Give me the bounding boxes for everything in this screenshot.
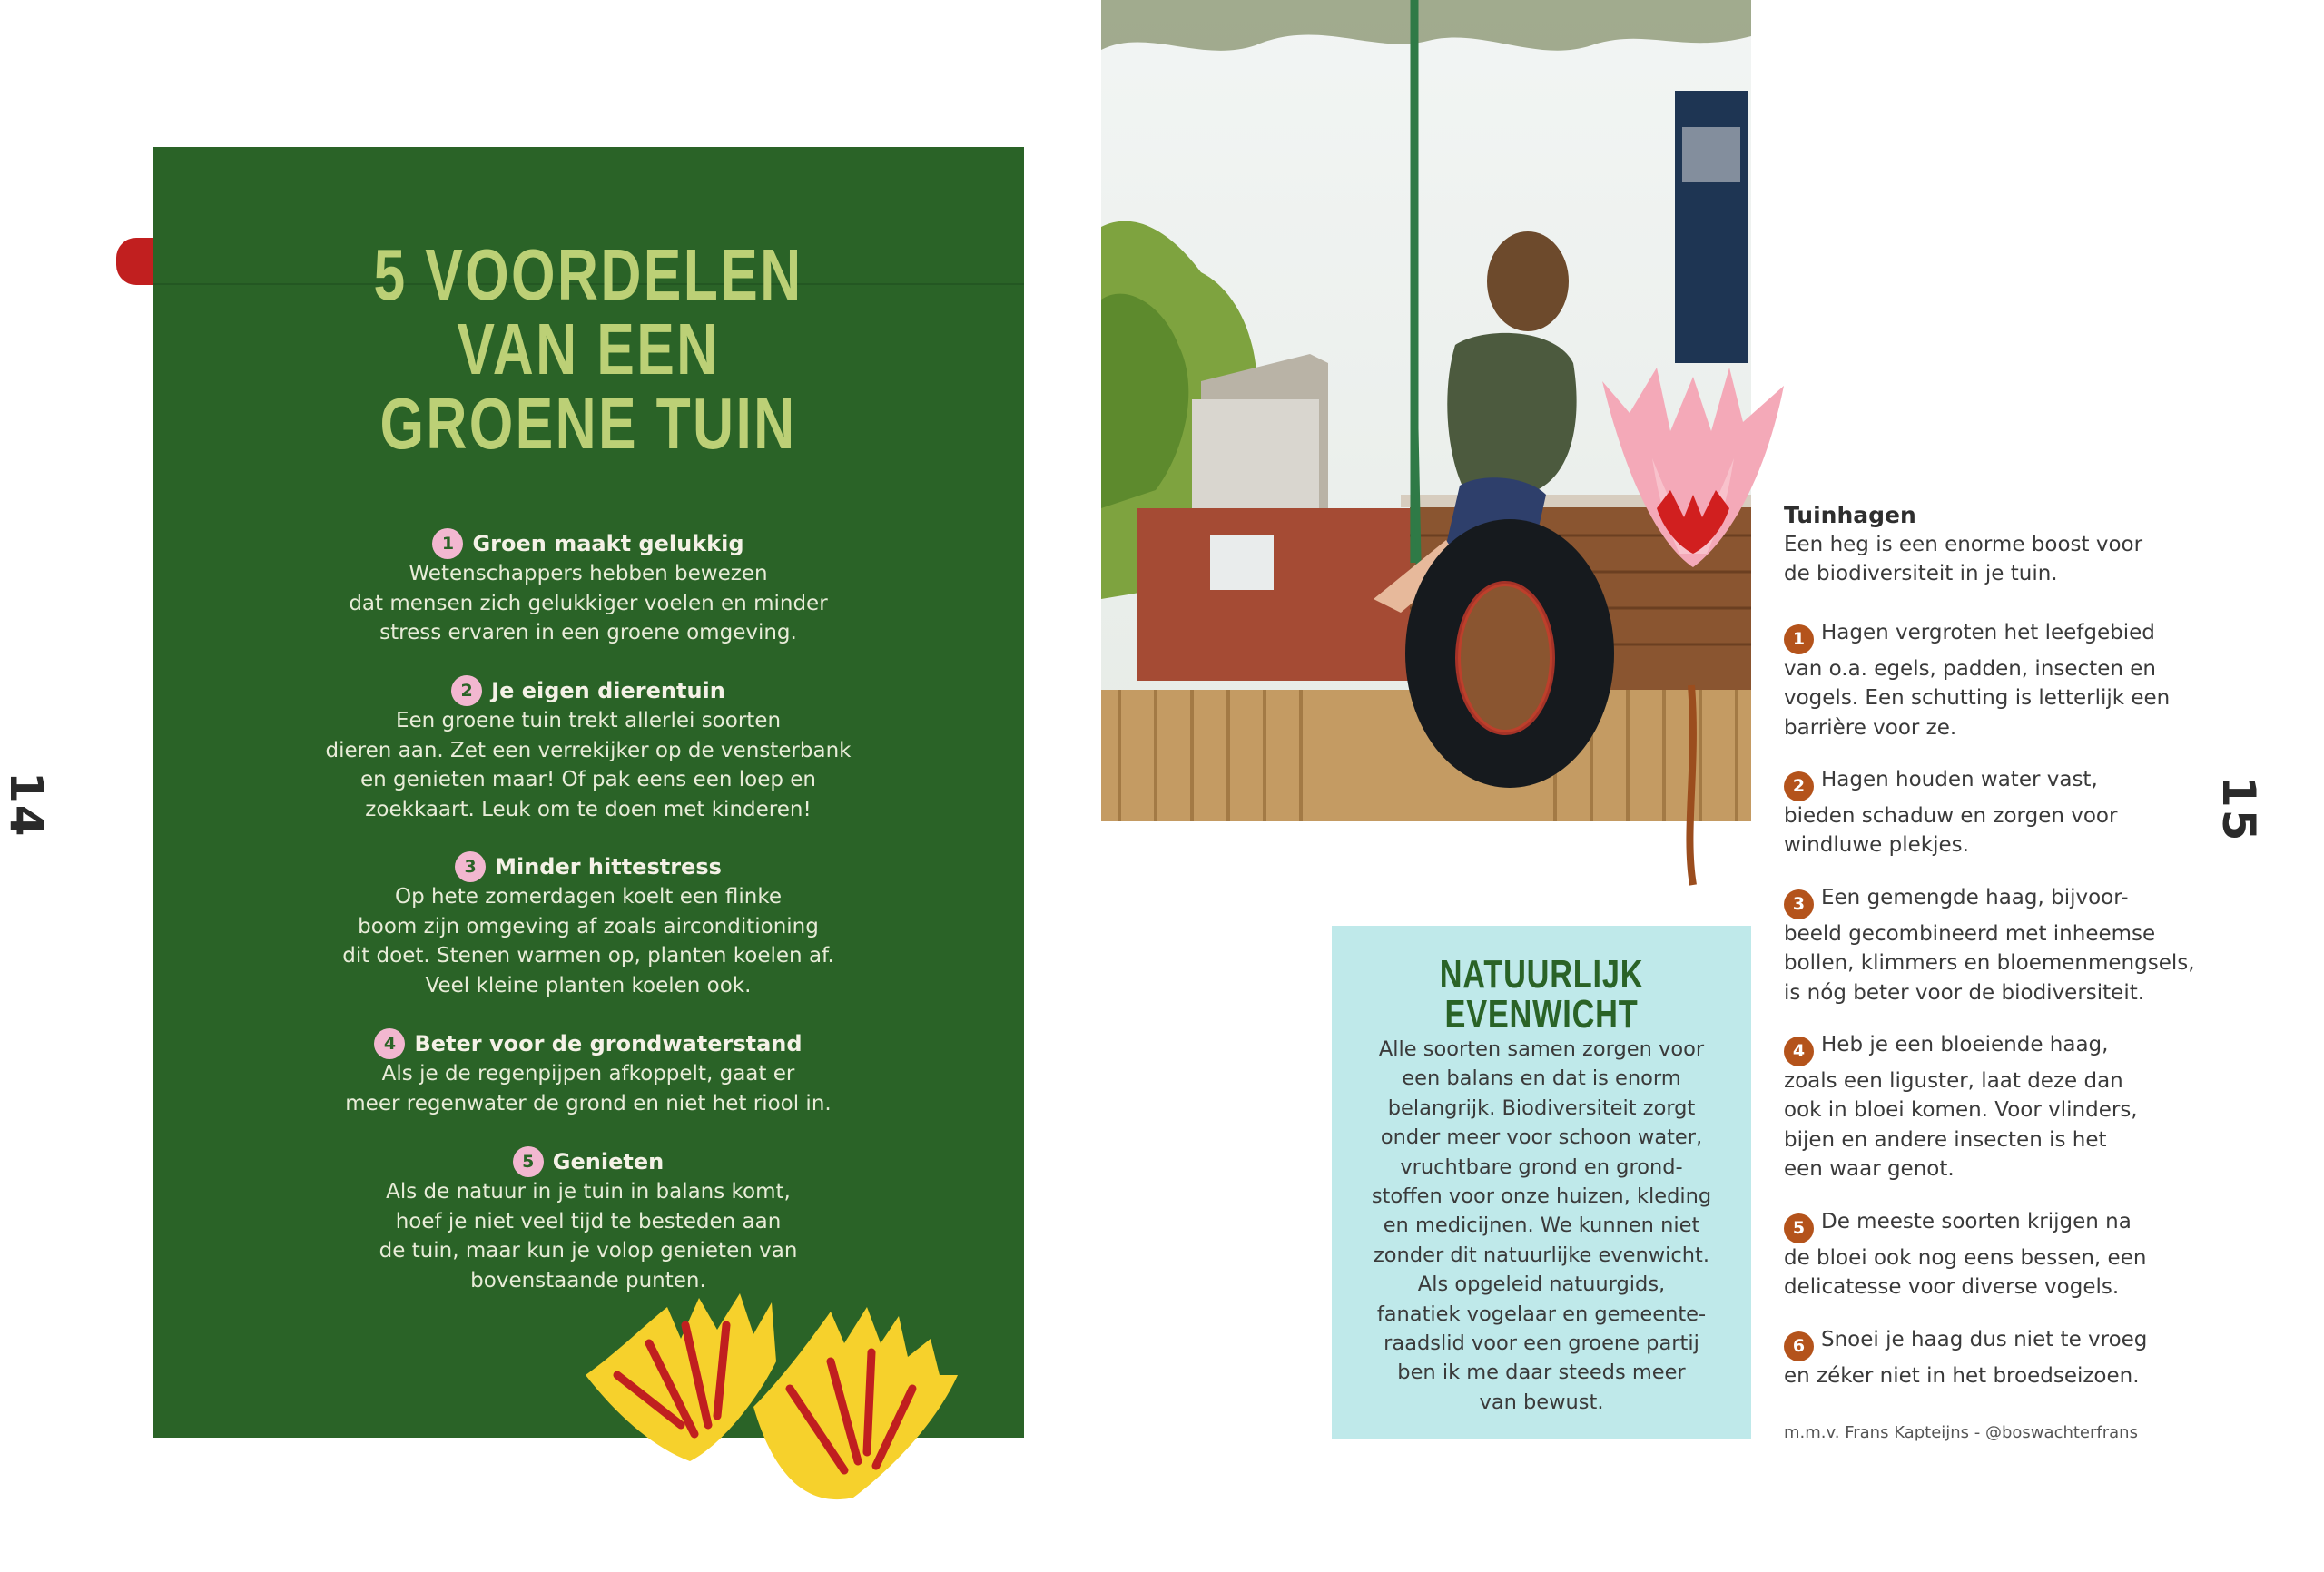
info-box-title	[1378, 952, 1705, 1037]
hedge-item-5	[1784, 1207, 2238, 1302]
hedge-item-3	[1784, 883, 2238, 1007]
benefit-text: Als je de regenpijpen afkoppelt, gaat er meer regenwater de grond en niet het riool in.	[345, 1062, 832, 1115]
hedge-item-2	[1784, 765, 2238, 860]
benefit-title: Genieten	[552, 1149, 665, 1174]
benefit-title: Groen maakt gelukkig	[472, 531, 744, 556]
benefit-item-5	[153, 1146, 1024, 1295]
benefit-item-3	[153, 851, 1024, 1000]
hedge-item-line: van o.a. egels, padden, insecten en	[1784, 656, 2156, 681]
panel-title-line-1: 5 VOORDELEN	[373, 234, 803, 315]
benefit-item-2	[153, 675, 1024, 824]
info-box-title-line-2: EVENWICHT	[1444, 992, 1639, 1037]
hedges-title: Tuinhagen	[1784, 502, 1916, 528]
hedge-number-badge: 3	[1784, 889, 1814, 919]
yellow-leaves-illustration	[581, 1289, 962, 1507]
hedge-item-line: barrière voor ze.	[1784, 715, 1957, 740]
hedge-number-badge: 6	[1784, 1331, 1814, 1361]
benefits-panel	[153, 147, 1024, 1438]
hedge-item-line: windluwe plekjes.	[1784, 833, 1969, 858]
hedge-item-4	[1784, 1030, 2238, 1184]
page-number-right: 15	[2212, 776, 2265, 843]
benefit-title: Je eigen dierentuin	[491, 678, 725, 703]
hedge-item-line: is nóg beter voor de biodiversiteit.	[1784, 980, 2145, 1005]
benefit-text: Op hete zomerdagen koelt een flinke boom zijn omgeving af zoals airconditioning dit doet. Stenen warmen op, planten koelen af. Veel kleine planten koelen ook.	[342, 885, 834, 997]
page-number-left: 14	[0, 771, 53, 839]
hedge-item-line: delicatesse voor diverse vogels.	[1784, 1275, 2120, 1300]
benefit-item-1	[153, 528, 1024, 648]
hedge-item-line: ook in bloei komen. Voor vlinders,	[1784, 1098, 2138, 1123]
hedges-section	[1784, 501, 2229, 589]
hedge-item-line: bijen en andere insecten is het	[1784, 1127, 2107, 1152]
hedge-item-line: bollen, klimmers en bloemenmengsels,	[1784, 951, 2195, 976]
benefit-number-badge: 2	[451, 675, 482, 706]
benefit-number-badge: 4	[374, 1028, 405, 1059]
hedge-item-line: een waar genot.	[1784, 1156, 1955, 1181]
hedge-item-line: beeld gecombineerd met inheemse	[1784, 921, 2156, 946]
benefit-number-badge: 3	[455, 851, 486, 882]
hedge-item-text: Een gemengde haag, bijvoor-	[1821, 886, 2129, 909]
benefit-title: Minder hittestress	[495, 854, 722, 879]
hedge-item-text: Hagen houden water vast,	[1821, 768, 2098, 791]
info-box-body: Alle soorten samen zorgen voor een balans en dat is enorm belangrijk. Biodiversiteit zorgt onder meer voor schoon water, vruchtbare grond en grond- stoffen voor onze huizen, kleding en medicijnen. We kunnen niet zonder dit natuurlijke evenwicht. Als opgeleid natuurgids, fanatiek vogelaar en gemeente- raadslid voor een groene partij ben ik me daar steeds meer van bewust.	[1371, 1037, 1712, 1414]
benefit-number-badge: 5	[513, 1146, 544, 1177]
hedge-item-text: De meeste soorten krijgen na	[1821, 1210, 2132, 1233]
credit-line: m.m.v. Frans Kapteijns - @boswachterfrans	[1784, 1423, 2138, 1442]
hedge-item-line: zoals een liguster, laat deze dan	[1784, 1068, 2123, 1093]
info-box-title-line-1: NATUURLIJK	[1439, 952, 1644, 997]
hedge-item-6	[1784, 1325, 2238, 1390]
hedge-item-line: de bloei ook nog eens bessen, een	[1784, 1245, 2147, 1270]
panel-title-line-3: GROENE TUIN	[379, 383, 797, 464]
benefit-title: Beter voor de grondwaterstand	[414, 1031, 803, 1056]
hedges-intro: Een heg is een enorme boost voor de biodiversiteit in je tuin.	[1784, 533, 2143, 586]
hedge-item-1	[1784, 618, 2238, 742]
benefit-item-4	[153, 1028, 1024, 1118]
hedge-number-badge: 5	[1784, 1213, 1814, 1243]
panel-title	[249, 234, 929, 464]
hedge-item-line: vogels. Een schutting is letterlijk een	[1784, 686, 2171, 711]
hedge-number-badge: 4	[1784, 1037, 1814, 1066]
hedge-item-text: Snoei je haag dus niet te vroeg	[1821, 1328, 2148, 1351]
hedge-item-text: Heb je een bloeiende haag,	[1821, 1033, 2109, 1056]
info-box	[1332, 926, 1751, 1439]
hedge-number-badge: 2	[1784, 771, 1814, 801]
hedge-item-text: Hagen vergroten het leefgebied	[1821, 621, 2155, 644]
benefit-text: Als de natuur in je tuin in balans komt, hoef je niet veel tijd te besteden aan de tuin, maar kun je volop genieten van bovenstaande punten.	[379, 1180, 798, 1292]
hedge-item-line: en zéker niet in het broedseizoen.	[1784, 1363, 2140, 1388]
hedge-item-line: bieden schaduw en zorgen voor	[1784, 803, 2118, 828]
pink-flower-illustration	[1593, 359, 1793, 903]
benefit-number-badge: 1	[432, 528, 463, 559]
hedge-number-badge: 1	[1784, 624, 1814, 654]
red-tab-decoration	[116, 238, 156, 285]
benefit-text: Een groene tuin trekt allerlei soorten dieren aan. Zet een verrekijker op de vensterbank en genieten maar! Of pak eens een loep en zoekkaart. Leuk om te doen met kinderen!	[325, 709, 852, 821]
panel-title-line-2: VAN EEN	[457, 309, 720, 389]
benefit-text: Wetenschappers hebben bewezen dat mensen zich gelukkiger voelen en minder stress ervaren in een groene omgeving.	[349, 562, 828, 644]
